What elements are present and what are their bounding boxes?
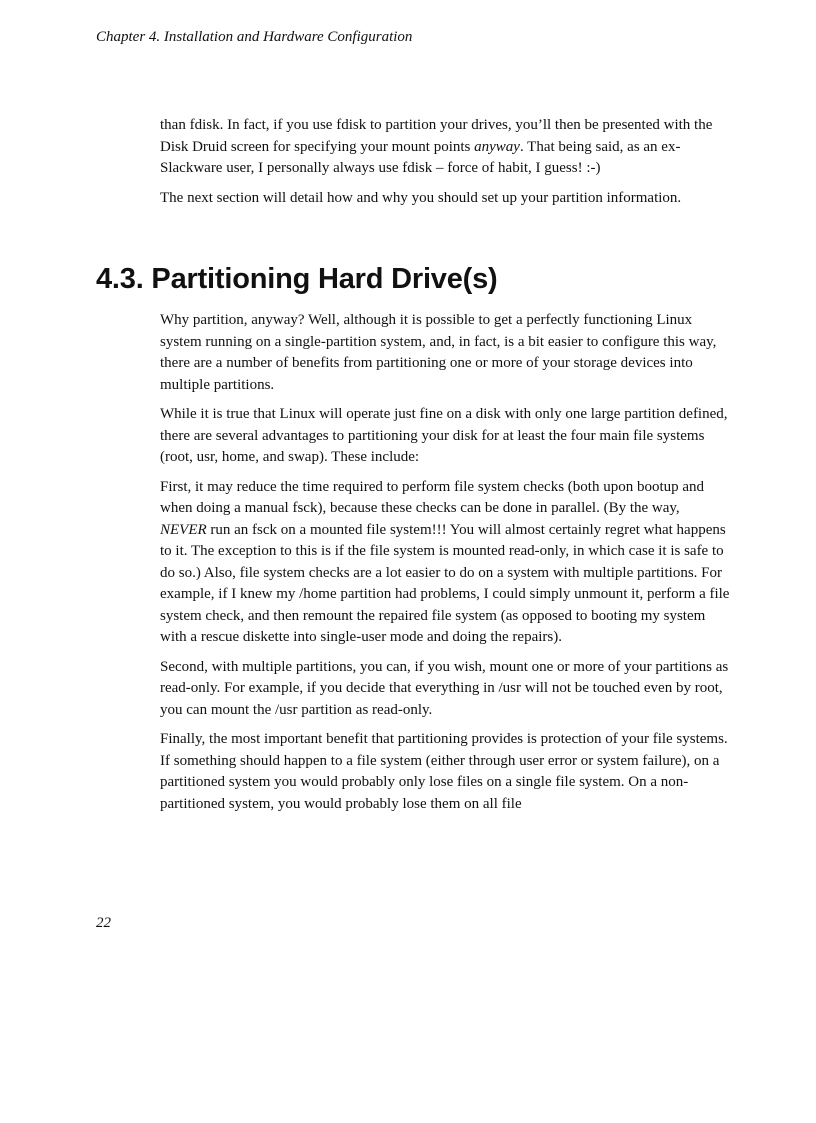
section-p3-text-before: First, it may reduce the time required to perform file system checks (both upon bootup and when doing a manual fsck), because these checks can be done in parallel. (By the way,: [160, 478, 705, 516]
section-text-block: [160, 310, 730, 823]
page-number: 22: [96, 915, 111, 931]
intro-p1-text-before: than fdisk. In fact, if you use fdisk to partition your drives, you’ll then be presented with the Disk Druid screen for specifying your mount points: [160, 117, 713, 155]
section-paragraph-4: Second, with multiple partitions, you can, if you wish, mount one or more of your partitions as read-only. For example, if you decide that everything in /usr will not be touched even by root, you can mount the /usr partition as read-only.: [160, 658, 729, 718]
section-paragraph-2: While it is true that Linux will operate just fine on a disk with only one large partition defined, there are several advantages to partitioning your disk for at least the four main file systems (root, usr, home, and swap). These include:: [160, 406, 728, 465]
intro-text-block: [160, 115, 730, 217]
section-paragraph-3: [160, 477, 730, 649]
section-heading: 4.3. Partitioning Hard Drive(s): [96, 263, 498, 295]
section-paragraph-1: Why partition, anyway? Well, although it is possible to get a perfectly functioning Linux system running on a single-partition system, and, in fact, is a bit easier to configure this way, there are a number of benefits from partitioning one or more of your storage devices into multiple partitions.: [160, 312, 717, 393]
intro-p1-text-after: . That being said, as an ex-Slackware user, I personally always use fdisk – force of habit, I guess! :-): [160, 138, 681, 176]
intro-paragraph-1: [160, 115, 730, 180]
intro-p1-emphasis: anyway: [474, 138, 520, 155]
section-paragraph-5: Finally, the most important benefit that partitioning provides is protection of your file systems. If something should happen to a file system (either through user error or system failure), on a partitioned system you would probably only lose files on a single file system. On a non-partitioned system, you would probably lose them on all file: [160, 731, 728, 812]
section-p3-text-after: run an fsck on a mounted file system!!! You will almost certainly regret what happens to it. The exception to this is if the file system is mounted read-only, in which case it is safe to do so.) Also, file system checks are a lot easier to do on a system with multiple partitions. For example, if I knew my /home partition had problems, I could simply unmount it, perform a file system check, and then remount the repaired file system (as opposed to booting my system with a rescue diskette into single-user mode and doing the repairs).: [160, 521, 730, 645]
running-header: Chapter 4. Installation and Hardware Configuration: [96, 29, 413, 45]
intro-paragraph-2: The next section will detail how and why you should set up your partition information.: [160, 189, 682, 206]
section-p3-emphasis: NEVER: [160, 521, 207, 538]
